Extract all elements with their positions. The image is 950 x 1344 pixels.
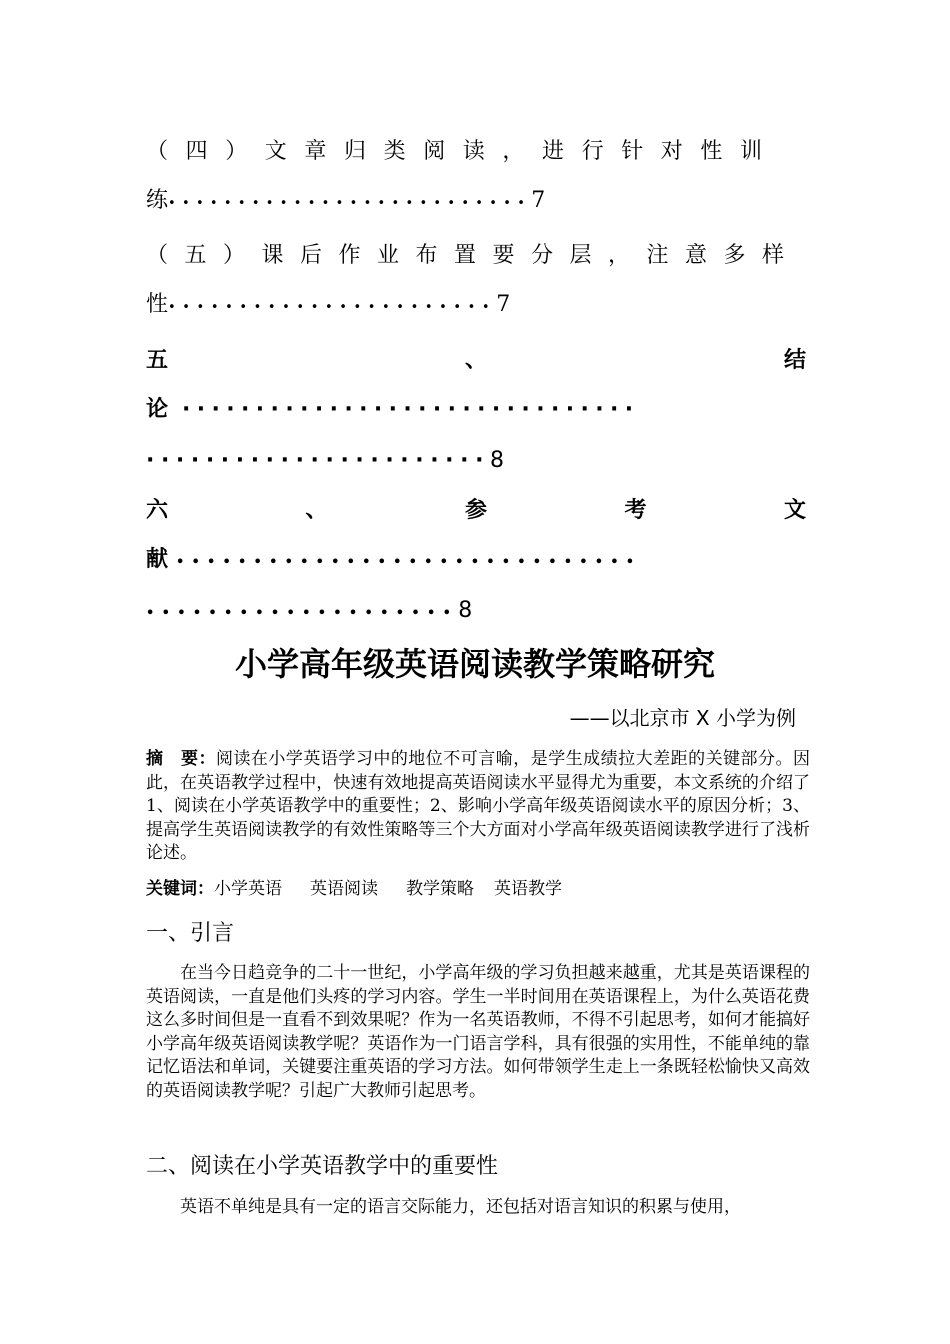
toc-section-5-char: 、 bbox=[464, 348, 487, 373]
toc-section-6-char: 参 bbox=[464, 498, 487, 523]
toc-section-6-dots: •••••••••••••••••••• bbox=[146, 606, 459, 621]
keyword: 英语阅读 bbox=[310, 879, 378, 899]
toc-section-5-char: 结 bbox=[783, 348, 806, 373]
toc-section-5-line3 bbox=[146, 446, 806, 476]
section-1-text: 在当今日趋竞争的二十一世纪，小学高年级的学习负担越来越重，尤其是英语课程的英语阅读，一直是他们头疼的学习内容。学生一半时间用在英语课程上，为什么英语花费这么多时间但是一直看不到效果呢？作为一名英语教师，不得不引起思考，如何才能搞好小学高年级英语阅读教学呢？英语作为一门语言学科，具有很强的实用性，不能单纯的靠记忆语法和单词，关键要注重英语的学习方法。如何带领学生走上一条既轻松愉快又高效的英语阅读教学呢？引起广大教师引起思考。 bbox=[146, 963, 810, 1101]
toc-section-6-dots: •••••••••••••••••••••••••••••• bbox=[176, 555, 642, 570]
keyword: 教学策略 bbox=[406, 879, 474, 899]
toc-item-5-line2 bbox=[146, 290, 806, 323]
toc-item-5-text: （五）课后作业布置要分层，注意多样 bbox=[146, 243, 801, 268]
toc-section-6-char: 六 bbox=[146, 498, 169, 523]
abstract-label: 摘 要： bbox=[146, 749, 216, 769]
toc-item-4-text: （四）文章归类阅读，进行针对性训 bbox=[146, 139, 780, 164]
toc-item-4-page: 7 bbox=[531, 188, 546, 213]
paper-title: 小学高年级英语阅读教学策略研究 bbox=[234, 645, 715, 683]
toc-section-5-cont: 论 bbox=[146, 397, 169, 422]
toc-section-6-char: 文 bbox=[783, 498, 806, 523]
toc-item-5-page: 7 bbox=[496, 292, 511, 317]
abstract-text: 阅读在小学英语学习中的地位不可言喻，是学生成绩拉大差距的关键部分。因此，在英语教学过程中，快速有效地提高英语阅读水平显得尤为重要，本文系统的介绍了 1、阅读在小学英语教学中的重要性；2、影响小学高年级英语阅读水平的原因分析；3、提高学生英语阅读教学的有效性策略等三个大方面对小学高年级英语阅读教学进行了浅析论述。 bbox=[146, 749, 811, 864]
toc-section-6-line2 bbox=[146, 545, 806, 578]
toc-item-4-dots: •••••••••••••••••••••••••• bbox=[168, 196, 532, 211]
toc-section-6-char: 考 bbox=[624, 498, 647, 523]
toc-section-6-line1 bbox=[146, 496, 806, 526]
toc-section-6-char: 、 bbox=[305, 498, 328, 523]
toc-item-4-cont: 练 bbox=[146, 188, 169, 213]
toc-section-6-cont: 献 bbox=[146, 547, 169, 572]
toc-section-6-page: 8 bbox=[458, 598, 473, 623]
toc-section-5-page: 8 bbox=[490, 448, 505, 473]
keywords-label: 关键词： bbox=[146, 879, 214, 899]
section-1-heading: 一、引言 bbox=[146, 921, 235, 946]
toc-section-5-char: 五 bbox=[146, 348, 169, 373]
toc-section-6-line3 bbox=[146, 596, 806, 629]
keyword: 小学英语 bbox=[214, 879, 282, 899]
toc-item-5-dots: ••••••••••••••••••••••• bbox=[168, 300, 497, 315]
toc-section-5-dots: ······························· bbox=[182, 397, 640, 422]
toc-item-5-cont: 性 bbox=[146, 292, 169, 317]
abstract bbox=[146, 748, 810, 866]
keywords bbox=[146, 878, 810, 902]
toc-section-5-line2 bbox=[146, 395, 806, 425]
keyword: 英语教学 bbox=[494, 879, 562, 899]
toc-item-4-line2 bbox=[146, 186, 806, 219]
toc-item-5-line1 bbox=[146, 241, 806, 271]
section-2-text: 英语不单纯是具有一定的语言交际能力，还包括对语言知识的积累与使用， bbox=[180, 1197, 741, 1217]
toc-section-5-dots: ······················· bbox=[146, 448, 491, 473]
toc-section-5-line1 bbox=[146, 346, 806, 376]
section-2-heading: 二、阅读在小学英语教学中的重要性 bbox=[146, 1154, 499, 1179]
toc-item-4-line1 bbox=[146, 137, 806, 167]
paper-subtitle: ——以北京市 X 小学为例 bbox=[569, 706, 796, 730]
